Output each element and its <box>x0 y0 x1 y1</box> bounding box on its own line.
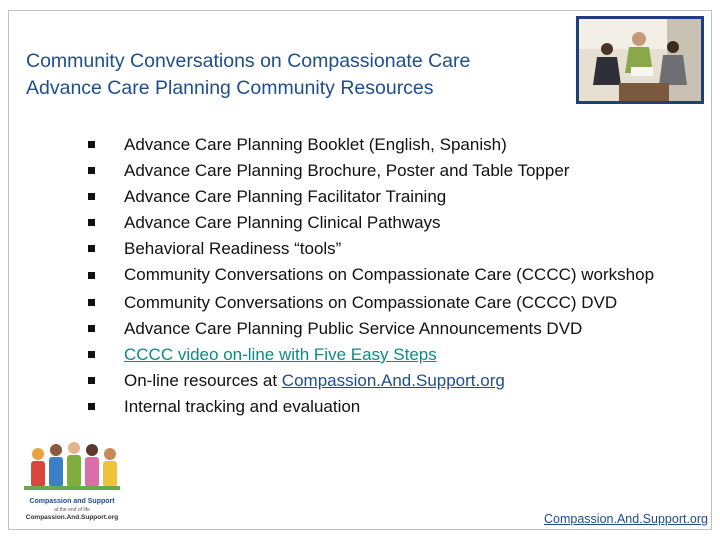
photo-illustration <box>579 19 701 101</box>
resource-list <box>88 132 713 420</box>
bullet-icon <box>88 219 95 226</box>
bullet-icon <box>88 245 95 252</box>
list-item: Advance Care Planning Facilitator Training <box>88 184 713 210</box>
logo-name: Compassion and Support <box>29 498 115 505</box>
list-item: Advance Care Planning Brochure, Poster and Table Topper <box>88 158 713 184</box>
list-item: Advance Care Planning Booklet (English, Spanish) <box>88 132 713 158</box>
compassion-support-logo <box>16 440 128 524</box>
bullet-icon <box>88 403 95 410</box>
list-item: On-line resources at Compassion.And.Support.org <box>88 368 713 394</box>
title-line-2: Advance Care Planning Community Resources <box>26 77 434 99</box>
list-item <box>88 342 713 368</box>
bullet-icon <box>88 299 95 306</box>
bullet-icon <box>88 325 95 332</box>
title-line-1: Community Conversations on Compassionate Care <box>26 50 471 72</box>
online-resources-link[interactable]: Compassion.And.Support.org <box>281 371 505 390</box>
list-item: Behavioral Readiness “tools” <box>88 236 713 262</box>
logo-figures-icon <box>16 440 128 498</box>
bullet-icon <box>88 272 95 279</box>
footer-website-link[interactable]: Compassion.And.Support.org <box>544 512 708 526</box>
conversation-photo <box>576 16 704 104</box>
list-item: Advance Care Planning Public Service Announcements DVD <box>88 316 713 342</box>
bullet-icon <box>88 193 95 200</box>
slide-title <box>26 48 566 102</box>
bullet-icon <box>88 141 95 148</box>
logo-url: Compassion.And.Support.org <box>25 514 119 521</box>
bullet-icon <box>88 351 95 358</box>
logo-tagline: at the end of life <box>54 507 90 513</box>
list-item: Community Conversations on Compassionate Care (CCCC) workshop <box>88 262 713 285</box>
bullet-icon <box>88 377 95 384</box>
list-item: Community Conversations on Compassionate Care (CCCC) DVD <box>88 290 713 316</box>
list-item: Internal tracking and evaluation <box>88 394 713 420</box>
bullet-icon <box>88 167 95 174</box>
cccc-video-link[interactable]: CCCC video on-line with Five Easy Steps <box>124 345 437 364</box>
list-item: Advance Care Planning Clinical Pathways <box>88 210 713 236</box>
